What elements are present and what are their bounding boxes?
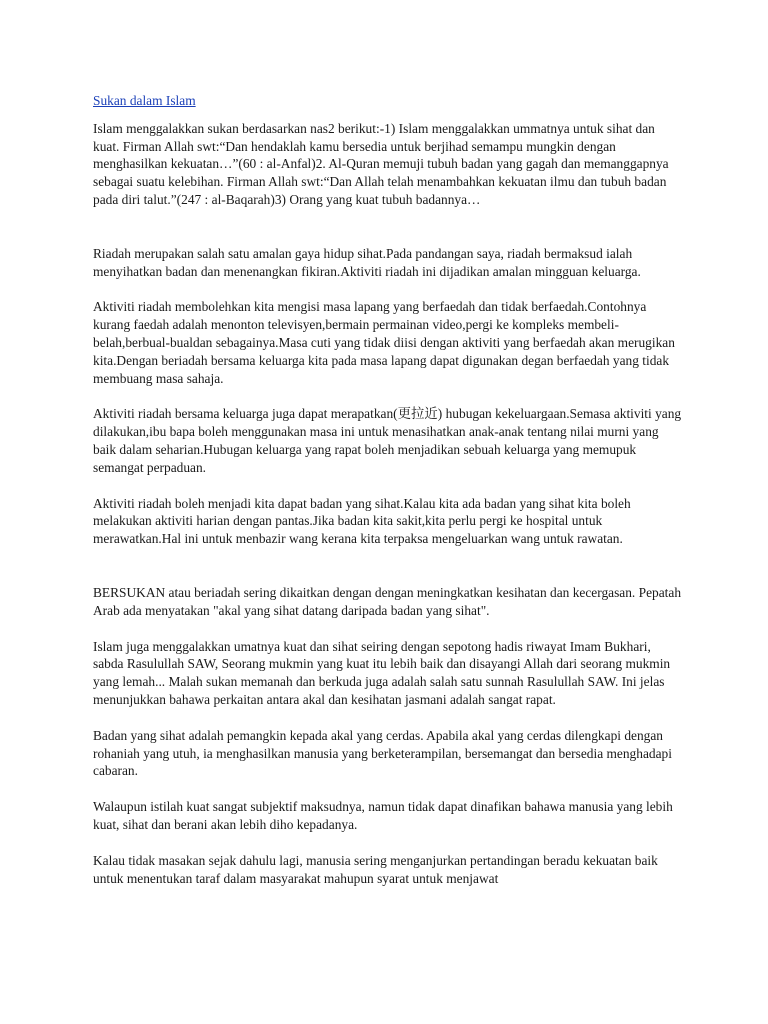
paragraph-9: Walaupun istilah kuat sangat subjektif maksudnya, namun tidak dapat dinafikan bahawa manusia yang lebih kuat, sihat dan berani akan lebih diho kepadanya. (93, 799, 673, 832)
title-link[interactable]: Sukan dalam Islam (93, 93, 196, 108)
paragraph-7: Islam juga menggalakkan umatnya kuat dan sihat seiring dengan sepotong hadis riwayat Imam Bukhari, sabda Rasulullah SAW, Seorang mukmin yang kuat itu lebih baik dan disayangi Allah dari seorang mukmin yang lemah... Malah sukan memanah dan berkuda juga adalah salah satu sunnah Rasulullah SAW. Ini jelas menunjukkan bahawa perkaitan antara akal dan kesihatan jasmani adalah sangat rapat. (93, 638, 671, 707)
paragraph-3: Aktiviti riadah membolehkan kita mengisi masa lapang yang berfaedah dan tidak berfaedah.Contohnya kurang faedah adalah menonton televisyen,bermain permainan video,pergi ke kompleks membeli-belah,berbual-bualdan sebagainya.Masa cuti yang tidak diisi dengan aktiviti yang berfaedah akan merugikan kita.Dengan beriadah bersama keluarga kita pada masa lapang dapat digunakan degan berfaedah yang tidak membuang masa sahaja. (93, 299, 675, 386)
document-page (93, 92, 683, 905)
paragraph-2: Riadah merupakan salah satu amalan gaya hidup sihat.Pada pandangan saya, riadah bermaksud ialah menyihatkan badan dan menenangkan fikiran.Aktiviti riadah ini dijadikan amalan mingguan keluarga. (93, 245, 641, 279)
paragraph-5: Aktiviti riadah boleh menjadi kita dapat badan yang sihat.Kalau kita ada badan yang sihat kita boleh melakukan aktiviti harian dengan pantas.Jika badan kita sakit,kita perlu pergi ke hospital untuk merawatkan.Hal ini untuk menbazir wang kerana kita terpaksa mengeluarkan wang untuk rawatan. (93, 495, 631, 547)
paragraph-8: Badan yang sihat adalah pemangkin kepada akal yang cerdas. Apabila akal yang cerdas dilengkapi dengan rohaniah yang utuh, ia menghasilkan manusia yang berketerampilan, bersemangat dan bersedia menghadapi cabaran. (93, 727, 672, 779)
paragraph-6: BERSUKAN atau beriadah sering dikaitkan dengan dengan meningkatkan kesihatan dan kecergasan. Pepatah Arab ada menyatakan "akal yang sihat datang daripada badan yang sihat". (93, 584, 682, 618)
paragraph-1: Islam menggalakkan sukan berdasarkan nas2 berikut:-1) Islam menggalakkan ummatnya untuk sihat dan kuat. Firman Allah swt:“Dan hendaklah kamu bersedia untuk berjihad semampu mungkin dengan menghasilkan kekuatan…”(60 : al-Anfal)2. Al-Quran memuji tubuh badan yang gagah dan memanggapnya sebagai suatu kelebihan. Firman Allah swt:“Dan Allah telah menambahkan kekuatan ilmu dan tubuh badan pada diri talut.”(247 : al-Baqarah)3) Orang yang kuat tubuh badannya… (93, 120, 669, 207)
paragraph-10: Kalau tidak masakan sejak dahulu lagi, manusia sering menganjurkan pertandingan beradu kekuatan baik untuk menentukan taraf dalam masyarakat mahupun syarat untuk menjawat (93, 852, 658, 886)
paragraph-4: Aktiviti riadah bersama keluarga juga dapat merapatkan(更拉近) hubugan kekeluargaan.Semasa aktiviti yang dilakukan,ibu bapa boleh menggunakan masa ini untuk menasihatkan anak-anak tentang nilai murni yang baik dalam seharian.Hubugan keluarga yang rapat boleh menjadikan sebuah keluarga yang memupuk semangat perpaduan. (93, 406, 682, 475)
